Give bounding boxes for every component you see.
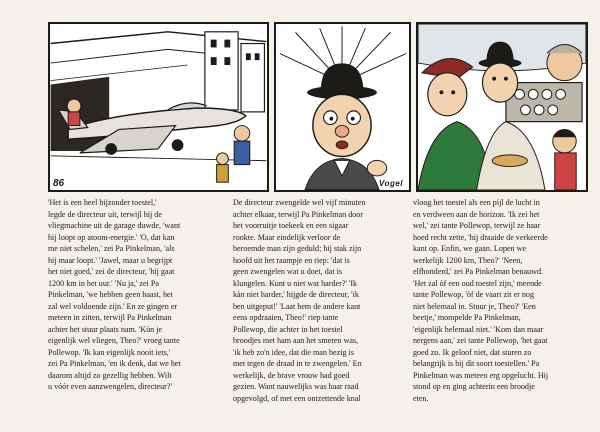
text-line: hij maar loopt.' 'Jawel, maar u begrijpt <box>48 255 173 265</box>
text-line: beroemde man zijn geduld; hij stak zijn <box>233 244 362 253</box>
text-line: 1200 km in het uur.' 'Nu ja,' zei Pa <box>48 278 159 288</box>
comic-panel-airplane <box>48 22 269 192</box>
text-line: broodjes met ham aan het smeren was, <box>233 336 359 345</box>
text-line: het niet goed,' zei de directeur, 'hij gaat <box>48 267 175 276</box>
text-line: legde de directeur uit, terwijl hij de <box>48 209 162 219</box>
text-line: daarom altijd zo gezellig hebben. Wilt <box>48 370 172 380</box>
text-line: niet helemaal in. Stuur je, Theo?' 'Een <box>413 301 536 311</box>
text-line: eten. <box>413 393 429 403</box>
text-line: De directeur zwengelde wel vijf minuten <box>233 198 366 207</box>
comic-panel-cockpit <box>416 22 588 192</box>
text-line: nergens aan,' zei tante Pollewop, 'het gaat <box>413 336 548 345</box>
text-column-3 <box>413 197 583 404</box>
text-line: achter het stuur plaats nam. 'Kùn je <box>48 324 163 334</box>
cockpit-illustration <box>418 24 586 190</box>
artist-signature: Vogel <box>379 179 403 188</box>
text-column-1 <box>48 197 218 393</box>
airplane-illustration <box>50 24 267 190</box>
text-line: klungelen. Kunt u niet wat harder?' 'Ik <box>233 278 358 288</box>
text-line: ben uitgeput!' 'Laat hem de andere kant <box>233 301 361 311</box>
text-line: hij loopt op atoom-energie.' 'O, dat kan <box>48 232 175 242</box>
text-line: Pollewop. 'Ik kan eigenlijk nooit iets,' <box>48 347 171 357</box>
text-line: Pollewop, die achter in het toestel <box>233 324 343 334</box>
text-line: u vóór even aanzwengelen, directeur?' <box>48 382 172 391</box>
comic-panel-man-with-hat <box>274 22 411 192</box>
text-line: 'Het zal òf een oud toestel zijn,' meende <box>413 278 542 288</box>
text-line: kàn niet harder,' hijgde de directeur, 'ik <box>233 290 359 299</box>
text-column-2 <box>233 197 403 404</box>
text-line: opgevolgd, of met een ontzettende knal <box>233 393 361 403</box>
text-line: wel,' zei tante Pollewop, terwijl ze haar <box>413 221 541 230</box>
text-line: 'eigenlijk helemaal niet.' 'Kom dan maar <box>413 324 544 334</box>
text-line: eigenlijk wel vliegen, Theo?' vroeg tante <box>48 336 180 345</box>
text-line: het voorruitje toekeek en een sigaar <box>233 221 349 230</box>
text-line: werkelijk, de brave vrouw had goed <box>233 370 350 380</box>
text-line: geen zwengelen wat u doet, dat is <box>233 267 343 276</box>
text-line: belangrijk is bij dit soort toestellen.' Pa <box>413 359 540 368</box>
text-line: stond op en ging achterin een broodje <box>413 382 535 391</box>
text-line: meteen in zitten, terwijl Pa Pinkelman <box>48 313 172 322</box>
comic-strip <box>48 22 588 192</box>
text-line: 'ik heb zo'n idee, dat die man bezig is <box>233 347 354 357</box>
text-line: 'Het is een heel bijzonder toestel,' <box>48 198 157 207</box>
text-line: goed zo. Ik geloof niet, dat sturen zo <box>413 347 532 357</box>
text-line: zei Pa Pinkelman, 'en ik denk, dat we het <box>48 359 181 368</box>
text-line: gezien. Want nauwelijks was haar raad <box>233 382 359 391</box>
text-line: en verdween aan de horizon. 'Ik zei het <box>413 209 540 219</box>
text-line: beetje,' mompelde Pa Pinkelman, <box>413 313 521 322</box>
text-line: achter elkaar, terwijl Pa Pinkelman door <box>233 209 364 219</box>
text-line: Pinkelman, 'we hebben geen haast, het <box>48 290 173 299</box>
text-line: rookte. Maar eindelijk verloor de <box>233 232 341 242</box>
text-line: vloog het toestel als een pijl de lucht in <box>413 198 540 207</box>
text-line: elfhonderd,' zei Pa Pinkelman benauwd. <box>413 267 544 276</box>
text-line: vliegmachine uit de garage duwde, 'want <box>48 221 181 230</box>
text-line: zal wel voldoende zijn.' En ze gingen er <box>48 301 178 311</box>
text-line: hoofd uit het raampje en riep: 'dat is <box>233 255 350 265</box>
text-line: Pinkelman was meteen erg opgelucht. Hij <box>413 370 549 380</box>
text-line: werkelijk 1200 km, Theo?' 'Neen, <box>413 255 523 265</box>
text-line: kant op. Enfin, we gaan. Lopen we <box>413 244 527 253</box>
page-number: 86 <box>53 178 65 189</box>
text-line: hoed recht zette, 'hij draaide de verkeerde <box>413 232 548 242</box>
text-line: me niet schelen,' zei Pa Pinkelman, 'als <box>48 244 175 253</box>
text-line: met tegen de draad in te zwengelen.' En <box>233 359 362 368</box>
man-with-bowler-hat-illustration <box>276 24 409 190</box>
text-line: eens opdraaien, Theo!' riep tante <box>233 313 339 322</box>
text-line: tante Pollewop, 'òf de vaart zit er nog <box>413 290 535 299</box>
